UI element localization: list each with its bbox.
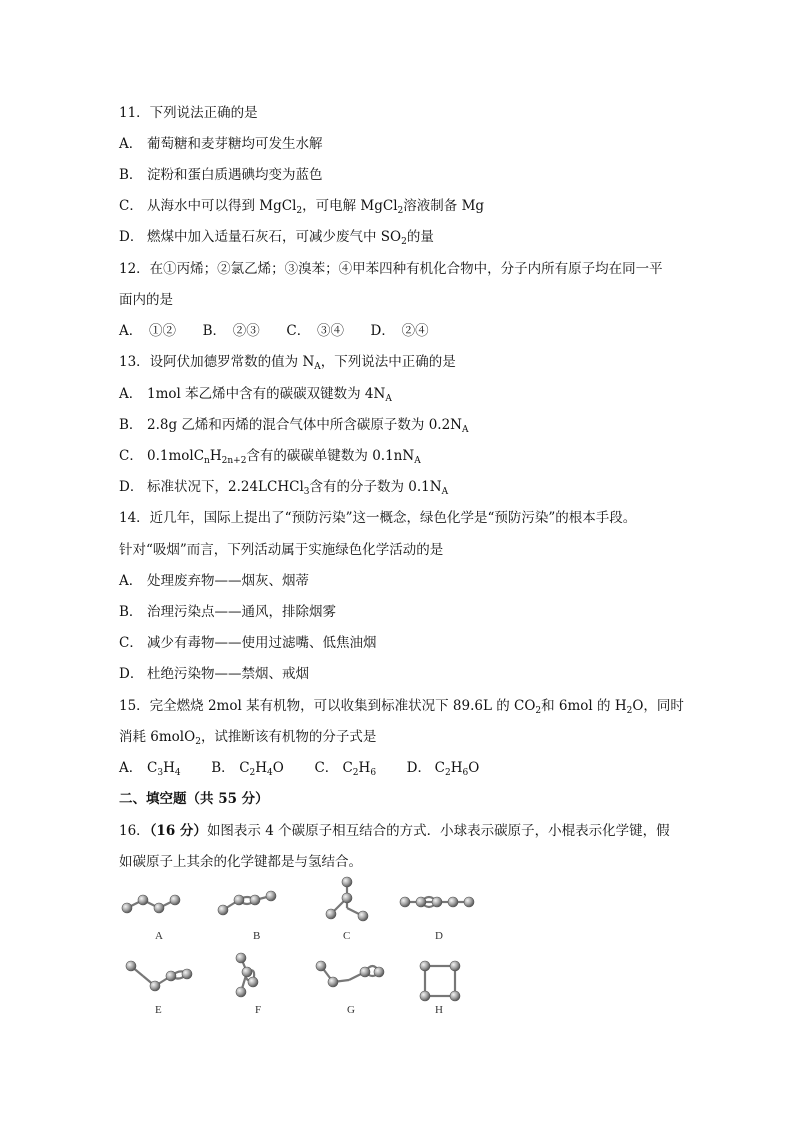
q11-stem: 11．下列说法正确的是 (119, 105, 258, 121)
figure-label-e: E (155, 1004, 162, 1016)
q11-option-b: B． 淀粉和蛋白质遇碘均变为蓝色 (119, 167, 323, 183)
figure-label-b: B (253, 930, 261, 942)
q16-stem-line2: 如碳原子上其余的化学键都是与氢结合。 (119, 854, 362, 870)
figure-label-a: A (155, 930, 163, 942)
q15-option-b: B． $C_2H_4O$ (211, 760, 284, 778)
q14-stem-line1: 14．近几年，国际上提出了“预防污染”这一概念，绿色化学是“预防污染”的根本手段。 (119, 510, 637, 526)
q11-option-c: C． 从海水中可以得到 MgCl$_2$，可电解 MgCl$_2$溶液制备 Mg (119, 198, 485, 216)
q11-option-a: A． 葡萄糖和麦芽糖均可发生水解 (119, 136, 323, 152)
figure-label-c: C (343, 930, 351, 942)
q14-option-a: A． 处理废弃物——烟灰、烟蒂 (119, 573, 309, 589)
q14-stem-line2: 针对“吸烟”而言，下列活动属于实施绿色化学活动的是 (119, 542, 444, 558)
q16-stem-line1: 16．（16 分）如图表示 4 个碳原子相互结合的方式．小球表示碳原子，小棍表示化学键，假 (119, 823, 670, 839)
molecule-h (425, 966, 455, 996)
q12-option-a: A． ①② (119, 323, 176, 339)
q15-stem-line1: 15．完全燃烧 2mol 某有机物，可以收集到标准状况下 89.6L 的 $CO_2$和 6mol 的 $H_2O$，同时 (119, 698, 684, 716)
q15-option-c: C． $C_2H_6$ (314, 760, 377, 778)
q13-option-d: D． 标准状况下，2.24LCHCl$_3$含有的分子数为 $0.1N_A$ (119, 479, 449, 497)
q12-option-d: D． ②④ (370, 323, 429, 339)
q13-option-a: A． 1mol 苯乙烯中含有的碳碳双键数为 $4N_A$ (119, 386, 392, 404)
q14-option-b: B． 治理污染点——通风，排除烟雾 (119, 604, 336, 620)
molecule-b (223, 896, 271, 910)
q13-option-b: B． 2.8g 乙烯和丙烯的混合气体中所含碳原子数为 $0.2N_A$ (119, 417, 469, 435)
q14-option-c: C． 减少有毒物——使用过滤嘴、低焦油烟 (119, 635, 377, 651)
q14-option-d: D． 杜绝污染物——禁烟、戒烟 (119, 666, 309, 682)
q15-option-d: D． $C_2H_6O$ (406, 760, 480, 778)
q12-options (119, 321, 429, 341)
q11-option-d: D． 燃煤中加入适量石灰石，可减少废气中 $SO_2$的量 (119, 229, 434, 247)
q12-option-b: B． ②③ (202, 323, 260, 339)
q13-stem: 13．设阿伏加德罗常数的值为 $N_A$，下列说法中正确的是 (119, 354, 456, 372)
q13-option-c: C． $0.1molC_nH_{2n+2}$含有的碳碳单键数为 $0.1nN_A$ (119, 448, 421, 466)
q15-stem-line2: 消耗 6molO$_2$，试推断该有机物的分子式是 (119, 729, 377, 747)
figure-label-d: D (435, 930, 443, 942)
carbon-skeleton-figure (115, 872, 495, 1022)
q12-stem-line1: 12．在①丙烯；②氯乙烯；③溴苯；④甲苯四种有机化合物中，分子内所有原子均在同一平 (119, 261, 663, 277)
figure-label-g: G (347, 1004, 355, 1016)
molecule-a (127, 900, 175, 908)
q12-option-c: C． ③④ (286, 323, 344, 339)
q12-stem-line2: 面内的是 (119, 292, 173, 308)
q15-option-a: A． $C_3H_4$ (119, 760, 181, 778)
q15-options (119, 758, 479, 778)
figure-label-h: H (435, 1004, 443, 1016)
section-heading: 二、填空题（共 55 分） (119, 791, 269, 807)
molecule-diagrams (115, 872, 495, 1022)
figure-label-f: F (255, 1004, 262, 1016)
